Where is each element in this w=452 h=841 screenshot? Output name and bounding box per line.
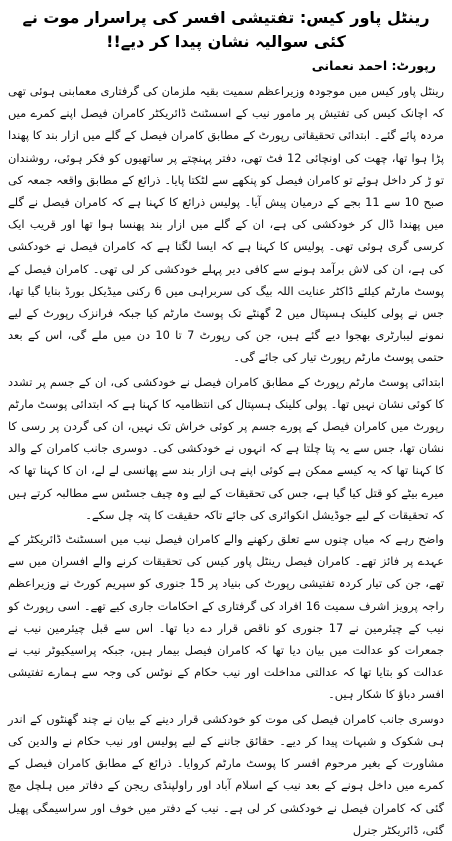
article-headline: رینٹل پاور کیس: تفتیشی افسر کی پراسرار موت نے کئی سوالیہ نشان پیدا کر دیے!! <box>22 8 430 51</box>
article-paragraph: دوسری جانب کامران فیصل کی موت کو خودکشی قرار دینے کے بیان نے چند گھنٹوں کے اندر ہی شکوک و شبہات پیدا کر دیے۔ حقائق جاننے کے لیے پولیس اور نیب حکام نے والدین کی مشاورت کے بغیر مرحوم افسر کا پوسٹ مارٹم کروایا۔ ذرائع کے مطابق کامران فیصل کے کمرے میں داخل ہونے کے بعد نیب کے اسلام آباد اور راولپنڈی ریجن کے دفاتر میں ہلچل مچ گئی کہ کامران فیصل نے خودکشی کر لی ہے۔ نیب کے دفتر میں خوف اور سراسیمگی پھیل گئی، ڈائریکٹر جنرل <box>8 711 444 837</box>
article-paragraph: ابتدائی پوسٹ مارٹم رپورٹ کے مطابق کامران فیصل نے خودکشی کی، ان کے جسم پر تشدد کا کوئی نشان نہیں تھا۔ پولی کلینک ہسپتال کی انتظامیہ کا کہنا ہے کہ ابتدائی پوسٹ مارٹم رپورٹ میں کامران فیصل کے پورے جسم پر کوئی خراش تک نہیں، ان کی گردن پر رسی کا نشان تھا، جس سے یہ پتا چلتا ہے کہ انہوں نے خودکشی کی۔ دوسری جانب کامران کے والد کا کہنا تھا کہ یہ کیسے ممکن ہے کوئی اپنے ہی ازار بند سے پھانسی لے لے، ان کا کہنا تھا کہ میرے بیٹے کو قتل کیا گیا ہے، جس کی تحقیقات کے لیے وہ چیف جسٹس سے مطالبہ کرتے ہیں کہ تحقیقات کے لیے جوڈیشل انکوائری کی جائے تاکہ حقیقت کا پتہ چل سکے۔ <box>8 374 444 522</box>
article-byline: رپورٹ: احمد نعمانی <box>311 58 436 73</box>
article-body <box>8 80 444 841</box>
article-paragraph: رینٹل پاور کیس میں موجودہ وزیراعظم سمیت بقیہ ملزمان کی گرفتاری معمابنی ہوئی تھی کہ اچانک کیس کی تفتیش پر مامور نیب کے اسسٹنٹ ڈائریکٹر کامران فیصل اپنے کمرے میں مردہ پائے گئے۔ ابتدائی تحقیقاتی رپورٹ کے مطابق کامران فیصل کے گلے میں ازار بند کا پھندا پڑا ہوا تھا، چھت کی اونچائی 12 فٹ تھی، دفتر پہنچتے پر ساتھیوں کو فکر ہوئی، روشندان تو ڑ کر داخل ہوئے تو کامران فیصل کو پنکھے سے لٹکتا پایا۔ ذرائع کے مطابق واقعہ جمعہ کی صبح 10 سے 11 بجے کے درمیان پیش آیا۔ پولیس ذرائع کا کہنا ہے کہ کامران فیصل نے گلے میں پھندا ڈال کر خودکشی کی ہے، ان کے گلے میں ازار بند پھنسا ہوا تھا اور قریب ایک کرسی گری ہوئی تھی۔ پولیس کا کہنا ہے کہ ایسا لگتا ہے کہ کامران فیصل نے خودکشی کی ہے، ان کی لاش برآمد ہونے سے کافی دیر پہلے خودکشی کر لی تھی۔ کامران فیصل کے پوسٹ مارٹم کیلئے ڈاکٹر عنایت اللہ بیگ کی سربراہی میں 6 رکنی میڈیکل بورڈ بنایا گیا تھا، جس نے پولی کلینک ہسپتال میں 2 گھنٹے تک پوسٹ مارٹم کیا جبکہ فرانزک رپورٹ کے لیے نمونے لیبارٹری بھجوا دیے گئے ہیں، جن کی رپورٹ 7 تا 10 دن میں ملے گی، اس کے بعد حتمی پوسٹ مارٹم رپورٹ تیار کی جائے گی۔ <box>8 84 444 365</box>
article-paragraph: واضح رہے کہ میاں چنوں سے تعلق رکھنے والے کامران فیصل نیب میں اسسٹنٹ ڈائریکٹر کے عہدے پر فائز تھے۔ کامران فیصل رینٹل پاور کیس کی تحقیقات کرنے والے افسران میں سے تھے، جن کی تیار کردہ تفتیشی رپورٹ کی بنیاد پر 15 جنوری کو سپریم کورٹ نے وزیراعظم راجہ پرویز اشرف سمیت 16 افراد کی گرفتاری کے احکامات جاری کیے تھے۔ اسی رپورٹ کو نیب کے چیئرمین نے 17 جنوری کو ناقص قرار دے دیا تھا۔ اس سے قبل چیئرمین نیب نے جمعرات کو عدالت میں بیان دیا تھا کہ کامران فیصل بیمار ہیں، جبکہ پراسیکیوٹر نیب نے عدالت کو بتایا تھا کہ عدالتی مداخلت اور نیب حکام کے نوٹس کی وجہ سے ہمارے تفتیشی افسر دباؤ کا شکار ہیں۔ <box>8 532 445 702</box>
